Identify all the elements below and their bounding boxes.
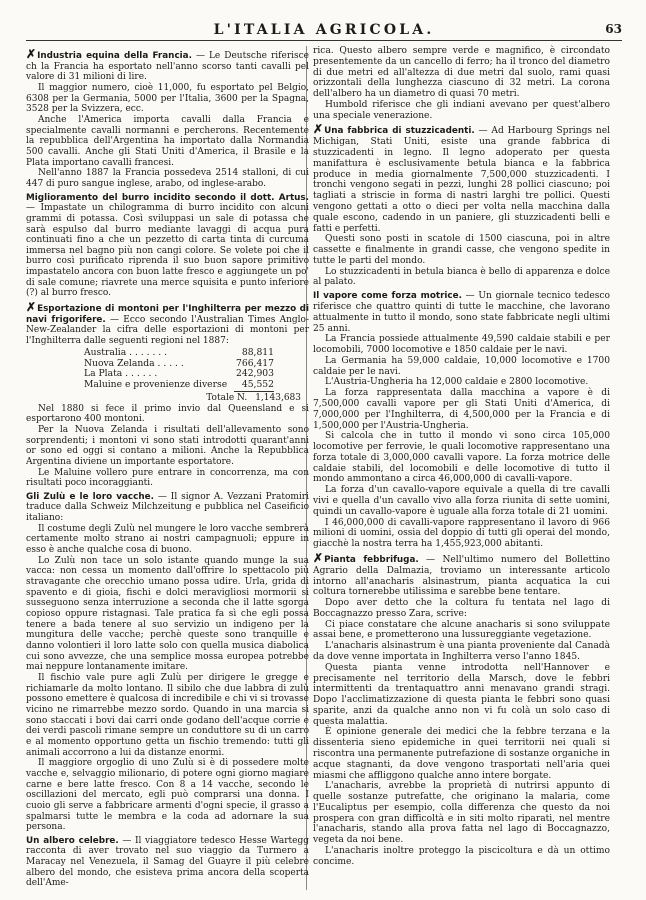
table-cell-value: 766,417 bbox=[236, 357, 274, 369]
table-cell-value: 45,552 bbox=[234, 380, 274, 391]
header-rule bbox=[26, 40, 622, 41]
table-row bbox=[84, 380, 274, 391]
article-title: Un albero celebre. bbox=[26, 835, 119, 846]
paragraph: L'Austria-Ungheria ha 12,000 caldaie e 2800 locomotive. bbox=[325, 377, 589, 388]
paragraph: — Impastate un chilogramma di burro incidito con alcuni grammi di potassa. Così sviluppasi un sale di potassa che sarà espulso dal burro mediante lavaggi di acqua pura continuati fino a che un pezzetto di carta tinta di curcuma immersa nel bagno più non cangi colore. Se volete poi che il burro così purificato riprenda il suo buon sapore primitivo impastatelo ancora con buon latte fresco e aggiungete un po' di sale comune; riavrete una merce squisita e punto inferiore (?) al burro fresco. bbox=[26, 203, 309, 299]
paragraph: — Il signor A. Vezzani Pratomiri traduce dalla Schweiz Milchzeitung e pubblica nel Caseificio italiano: bbox=[26, 491, 309, 524]
paragraph: Anche l'America importa cavalli dalla Francia e specialmente cavalli normanni e percherons. Recentemente la repubblica dell'Argentina ha importato dalla Normandia 500 cavalli. Anche gli Stati Uniti d'America, il Brasile e la Plata importano cavalli francesi. bbox=[26, 114, 309, 168]
export-table bbox=[84, 348, 274, 392]
paragraph: La forza d'un cavallo-vapore equivale a quella di tre cavalli vivi e quella d'un cavallo vivo alla forza riunita di sette uomini, quindi un cavallo-vapore è uguale alla forza totale di 21 uomini. bbox=[313, 485, 610, 517]
paragraph: Il fischio vale pure agli Zulù per dirigere le gregge e richiamarle da molto lontano. Il sibilo che due labbra di zulù possono emettere è qualcosa di incredibile e chi vi si trovasse vicino ne rimarrebbe mezzo sordo. Quando in una marcia si sono staccati i bovi dai carri onde godano dell'acque corrie e dei verdi pascoli rimane sempre un conduttore su di un carro e al momento opportuno getta un fischio tremendo: tutti gli animali accorrono a lui da distanze enormi. bbox=[26, 672, 309, 758]
paragraph: L'anacharis, avrebbe la proprietà di nutrirsi appunto di quelle sostanze putrefatte, che originano la malaria, come l'Eucaliptus per esempio, colla differenza che questo da noi prospera con gran difficoltà e in siti molto riparati, nel mentre l'anacharis, stando alla prova fatta nel lago di Boccagnazzo, vegeta da noi bene. bbox=[313, 781, 610, 846]
table-row bbox=[84, 348, 274, 359]
paragraph: L'anacharis alsinastrum è una pianta proveniente dal Canadà da dove venne importata in Inghilterra verso l'anno 1845. bbox=[313, 641, 610, 662]
paragraph: Nel 1880 si fece il primo invio dal Queensland e si esportarono 400 montoni. bbox=[26, 403, 309, 425]
margin-mark-icon: ✗ bbox=[26, 47, 37, 61]
article-toothpicks bbox=[313, 124, 610, 288]
paragraph: Questa pianta venne introdotta nell'Hannover e precisamente nel territorio della Marsch, dove le febbri intermittenti da trentaquattro anni menavano grandi stragi. Dopo l'acclimatizzazione di questa pianta le febbri sono quasi sparite, anzi da qualche anno non vi fu colà un solo caso di questa malattia. bbox=[313, 662, 610, 727]
table-cell-value: 242,903 bbox=[236, 368, 274, 380]
paragraph: Il maggior numero, cioè 11,000, fu esportato pel Belgio, 6308 per la Germania, 5000 per l'Italia, 3600 per la Spagna, 3528 per la Svizzera, ecc. bbox=[26, 82, 309, 115]
table-cell-region: La Plata . . . . . . bbox=[84, 368, 158, 380]
paragraph: La Francia possiede attualmente 49,590 caldaie stabili e per locomobili, 7000 locomotive e 1850 caldaie per le navi. bbox=[313, 334, 610, 356]
article-steam-power bbox=[313, 291, 610, 550]
article-febrifuge-plant bbox=[313, 550, 610, 868]
paragraph: Dopo aver detto che la coltura fu tentata nel lago di Boccagnazzo presso Zara, scrive: bbox=[313, 598, 610, 619]
article-title: Gli Zulù e le loro vacche. bbox=[26, 491, 154, 502]
paragraph: La forza rappresentata dalla macchina a vapore è di 7,500,000 cavalli vapore per gli Stati Uniti d'America, di 7,000,000 per l'Inghilterra, di 4,500,000 per la Francia e di 1,500,000 per l'Austria-Ungheria. bbox=[313, 388, 610, 431]
table-cell-region: Australia . . . . . . . bbox=[84, 346, 168, 358]
paragraph: — Ad Harbourg Springs nel Michigan, Stati Uniti, esiste una grande fabbrica di stuzzicadenti in legno. Il legno adoperato per questa manifattura è esclusivamente betula bianca e la fabbrica produce in media giornalmente 7,500,000 stuzzicadenti. I tronchi vengono segati in pezzi, lunghi 28 pollici ciascuno; poi tagliati a striscie in forma di nastri larghi tre pollici. Questi vengono gettati a otto o dieci per volta nella macchina dalla quale escono, cadendo in un paniere, gli stuzzicadenti belli e fatti e perfetti. bbox=[313, 126, 610, 234]
paragraph: Si calcola che in tutto il mondo vi sono circa 105,000 locomotive per ferrovie, le quali locomotive rappresentano una forza totale di 3,000,000 cavalli vapore. La forza motrice delle caldaie stabili, del locomobili e delle locomotive di tutto il mondo ammontano a circa 46,000,000 di cavalli-vapore. bbox=[313, 431, 610, 485]
paragraph: — Il viaggiatore tedesco Hesse Wartegg racconta di aver trovato nel suo viaggio da Turmero a Maracay nel Venezuela, il Samag del Guayre il più celebre albero del mondo, che esisteva prima ancora della scoperta dell'Ame- bbox=[26, 835, 310, 889]
total-label: Totale N. bbox=[206, 392, 248, 403]
paragraph: Il costume degli Zulù nel mungere le loro vacche sembrerà certamente molto strano ai nostri campagnuoli; eppure in esso è anche qualche cosa di buono. bbox=[26, 523, 309, 556]
table-cell-value: 88,811 bbox=[241, 346, 274, 358]
paragraph: Questi sono posti in scatole di 1500 ciascuna, poi in altre cassette e finalmente in grandi casse, che vengono spedite in tutte le parti del mondo. bbox=[313, 234, 610, 266]
article-equine-industry bbox=[26, 49, 309, 190]
paragraph: Nell'anno 1887 la Francia possedeva 2514 stalloni, di cui 447 di puro sangue inglese, arabo, od inglese-arabo. bbox=[26, 168, 309, 189]
article-butter bbox=[26, 193, 309, 300]
article-title: Industria equina della Francia. bbox=[37, 51, 192, 61]
article-zulu bbox=[26, 492, 309, 833]
article-title: Esportazione di montoni per l'Inghilterra per mezzo di navi frigorifere. bbox=[26, 304, 309, 325]
paragraph: È opinione generale dei medici che la febbre terzana e la dissenteria sieno epidemiche in quei territorii nei quali si riscontra una permanente putrefazione di sostanze organiche in acque stagnanti, da dove vengono trasportati nell'aria quei miasmi che affliggono qualche anno intere borgate. bbox=[313, 727, 610, 781]
paragraph: I 46,000,000 di cavalli-vapore rappresentano il lavoro di 966 milioni di uomini, ossia del doppio di tutti gli operai del mondo, giacchè la nostra terra ha 1,455,923,000 abitanti. bbox=[313, 517, 610, 550]
article-title: Il vapore come forza motrice. bbox=[313, 291, 462, 302]
left-column bbox=[26, 46, 309, 889]
table-cell-region: Maluine e provenienze diverse bbox=[84, 379, 228, 391]
article-title: Miglioramento del burro incidito secondo il dott. Artus. bbox=[26, 192, 309, 203]
margin-mark-icon: ✗ bbox=[313, 122, 324, 137]
paragraph: Humbold riferisce che gli indiani avevano per quest'albero una speciale venerazione. bbox=[313, 99, 610, 121]
paragraph: La Germania ha 59,000 caldaie, 10,000 locomotive e 1700 caldaie per le navi. bbox=[313, 355, 610, 377]
paragraph: rica. Questo albero sempre verde e magnifico, è circondato presentemente da un cancello di ferro; ha il tronco del diametro di due metri ed all'altezza di due metri dal suolo, rami quasi orizzontali della lunghezza ciascuno di 32 metri. La corona dell'albero ha un diametro di quasi 70 metri. bbox=[313, 46, 610, 100]
paragraph: — Nell'ultimo numero del Bollettino Agrario della Dalmazia, troviamo un interessante articolo intorno all'anacharis alsinastrum, pianta acquatica la cui coltura tornerebbe utilissima e sarebbe bene tentare. bbox=[313, 554, 610, 598]
paragraph: Per la Nuova Zelanda i risultati dell'allevamento sono sorprendenti; i montoni vi sono stati introdotti quarant'anni or sono ed oggi si contano a milioni. Anche la Repubblica Argentina diviene un importante esportatore. bbox=[26, 424, 309, 467]
table-total bbox=[26, 393, 309, 404]
article-mutton-export bbox=[26, 302, 309, 489]
total-value: 1,143,683 bbox=[255, 392, 301, 403]
paragraph: — Ecco secondo l'Australian Times Anglo-New-Zealander la cifra delle esportazioni di montoni per l'Inghilterra dalle seguenti regioni nel 1887: bbox=[26, 314, 309, 347]
margin-mark-icon: ✗ bbox=[313, 550, 324, 565]
paragraph: Ci piace constatare che alcune anacharis si sono sviluppate assai bene, e prometterono una lussureggiante vegetazione. bbox=[313, 619, 610, 641]
paragraph: Il maggiore orgoglio di uno Zulù si è di possedere molte vacche e, selvaggio milionario, di potere ogni giorno magiare carne e bere latte fresco. Con 8 a 14 vacche, secondo le oscillazioni del mercato, egli può comprarsi una donna. I cuoio gli serve a fabbricare armenti d'ogni specie, il grasso a spalmarsi tutte le membra e la coda ad adornare la sua persona. bbox=[26, 758, 309, 833]
article-famous-tree bbox=[26, 836, 309, 889]
table-cell-region: Nuova Zelanda . . . . . bbox=[84, 357, 184, 369]
paragraph: — Un giornale tecnico tedesco riferisce che quattro quinti di tutte le macchine, che lavorano attualmente in tutto il mondo, sono state fabbricate negli ultimi 25 anni. bbox=[313, 291, 611, 334]
right-column bbox=[313, 46, 610, 868]
article-title: Pianta febbrifuga. bbox=[324, 554, 419, 565]
running-title: L'ITALIA AGRICOLA. bbox=[213, 22, 435, 38]
article-title: Una fabbrica di stuzzicadenti. bbox=[324, 126, 475, 137]
page-number: 63 bbox=[605, 22, 622, 36]
margin-mark-icon: ✗ bbox=[26, 300, 37, 315]
paragraph: Lo Zulù non tace un solo istante quando munge la sua vacca: non cessa un momento dall'offrire lo spettacolo più stravagante che orecchio umano possa udire. Urla, grida di spavento e di gioia, fischi e dolci meravigliosi mormorii si susseguono senza interruzione a seconda che il latte sgorga copioso oppure ristagnasi. Tale pratica fa sì che egli possa tenere a bada tenere al suo servizio un indigeno per la mungitura delle vacche; perchè queste sono tranquille e danno volontieri il loro latte solo con quella musica diabolica cui sono avvezze, che una semplice mossa europea potrebbe mai neppure lontanamente imitare. bbox=[26, 555, 309, 673]
article-famous-tree-continued bbox=[313, 46, 610, 121]
paragraph: Lo stuzzicadenti in betula bianca è bello di apparenza e dolce al palato. bbox=[313, 266, 610, 288]
paragraph: L'anacharis inoltre proteggo la piscicoltura e dà un ottimo concime. bbox=[313, 846, 610, 867]
paragraph: Le Maluine vollero pure entrare in concorrenza, ma con risultati poco incoraggianti. bbox=[26, 467, 309, 489]
paragraph: — Le Deutsche riferisce ch la Francia ha esportato nell'anno scorso tanti cavalli pel valore di 31 milioni di lire. bbox=[26, 51, 309, 83]
